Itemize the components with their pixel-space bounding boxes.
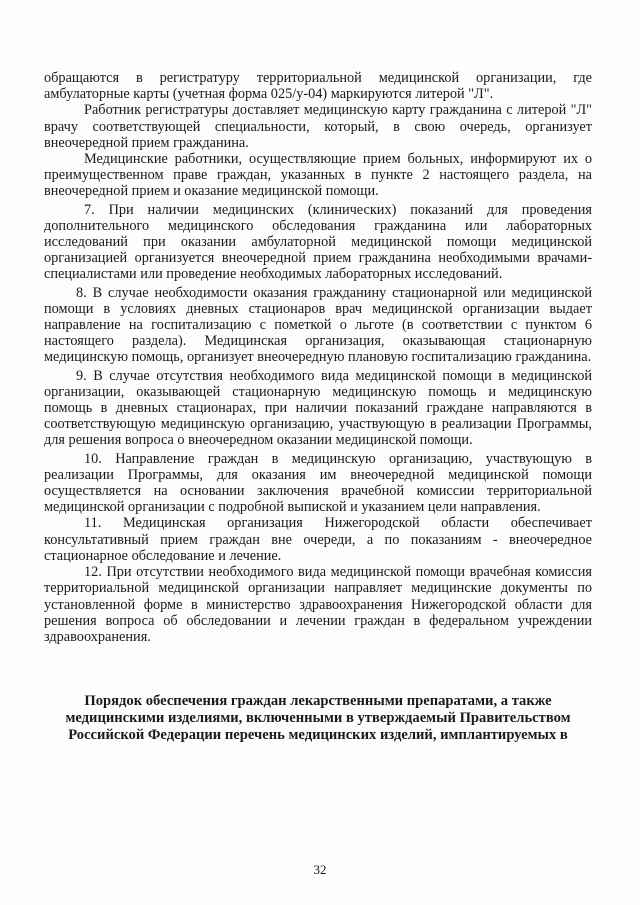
paragraph-item-8: 8. В случае необходимости оказания гражданину стационарной или медицинской помощи в условиях дневных стационаров врач медицинской организации выдает направление на госпитализацию с пометкой о льготе (в соответствии с пунктом 6 настоящего раздела). Медицинская организация, оказывающая стационарную медицинскую помощь, организует внеочередную плановую госпитализацию гражданина.	[44, 284, 592, 366]
paragraph-intro: обращаются в регистратуру территориальной медицинской организации, где амбулаторные карты (учетная форма 025/у-04) маркируются литерой "Л".	[44, 70, 592, 103]
document-body	[44, 70, 592, 744]
paragraph-item-11: 11. Медицинская организация Нижегородской области обеспечивает консультативный прием граждан вне очереди, а по показаниям - внеочередное стационарное обследование и лечение.	[44, 515, 592, 564]
section-heading: Порядок обеспечения граждан лекарственными препаратами, а также медицинскими изделиями, включенными в утверждаемый Правительством Российской Федерации перечень медицинских изделий, имплантируемых в	[65, 693, 571, 744]
paragraph-item-10: 10. Направление граждан в медицинскую организацию, участвующую в реализации Программы, для оказания им внеочередной медицинской помощи осуществляется на основании заключения врачебной комиссии территориальной медицинской организации с подробной выпиской и указанием цели направления.	[44, 450, 592, 516]
paragraph-registry-worker: Работник регистратуры доставляет медицинскую карту гражданина с литерой "Л" врачу соответствующей специальности, который, в свою очередь, организует внеочередной прием гражданина.	[44, 102, 592, 151]
page-number: 32	[313, 862, 327, 877]
paragraph-item-7: 7. При наличии медицинских (клинических) показаний для проведения дополнительного медицинского обследования гражданина или лабораторных исследований при оказании амбулаторной медицинской помощи медицинской организацией организуется внеочередной прием гражданина необходимыми врачами-специалистами или проведение необходимых лабораторных исследований.	[44, 201, 592, 283]
paragraph-medical-workers: Медицинские работники, осуществляющие прием больных, информируют их о преимущественном праве граждан, указанных в пункте 2 настоящего раздела, на внеочередной прием и оказание медицинской помощи.	[44, 151, 592, 200]
paragraph-item-9: 9. В случае отсутствия необходимого вида медицинской помощи в медицинской организации, оказывающей стационарную медицинскую помощь и медицинскую помощь в дневных стационарах, при наличии показаний граждане направляются в соответствующую медицинскую организацию, участвующую в реализации Программы, для решения вопроса о внеочередном оказании медицинской помощи.	[44, 367, 592, 449]
paragraph-item-12: 12. При отсутствии необходимого вида медицинской помощи врачебная комиссия территориальной медицинской организации направляет медицинские документы по установленной форме в министерство здравоохранения Нижегородской области для решения вопроса об обследовании и лечении граждан в федеральном учреждении здравоохранения.	[44, 564, 592, 645]
